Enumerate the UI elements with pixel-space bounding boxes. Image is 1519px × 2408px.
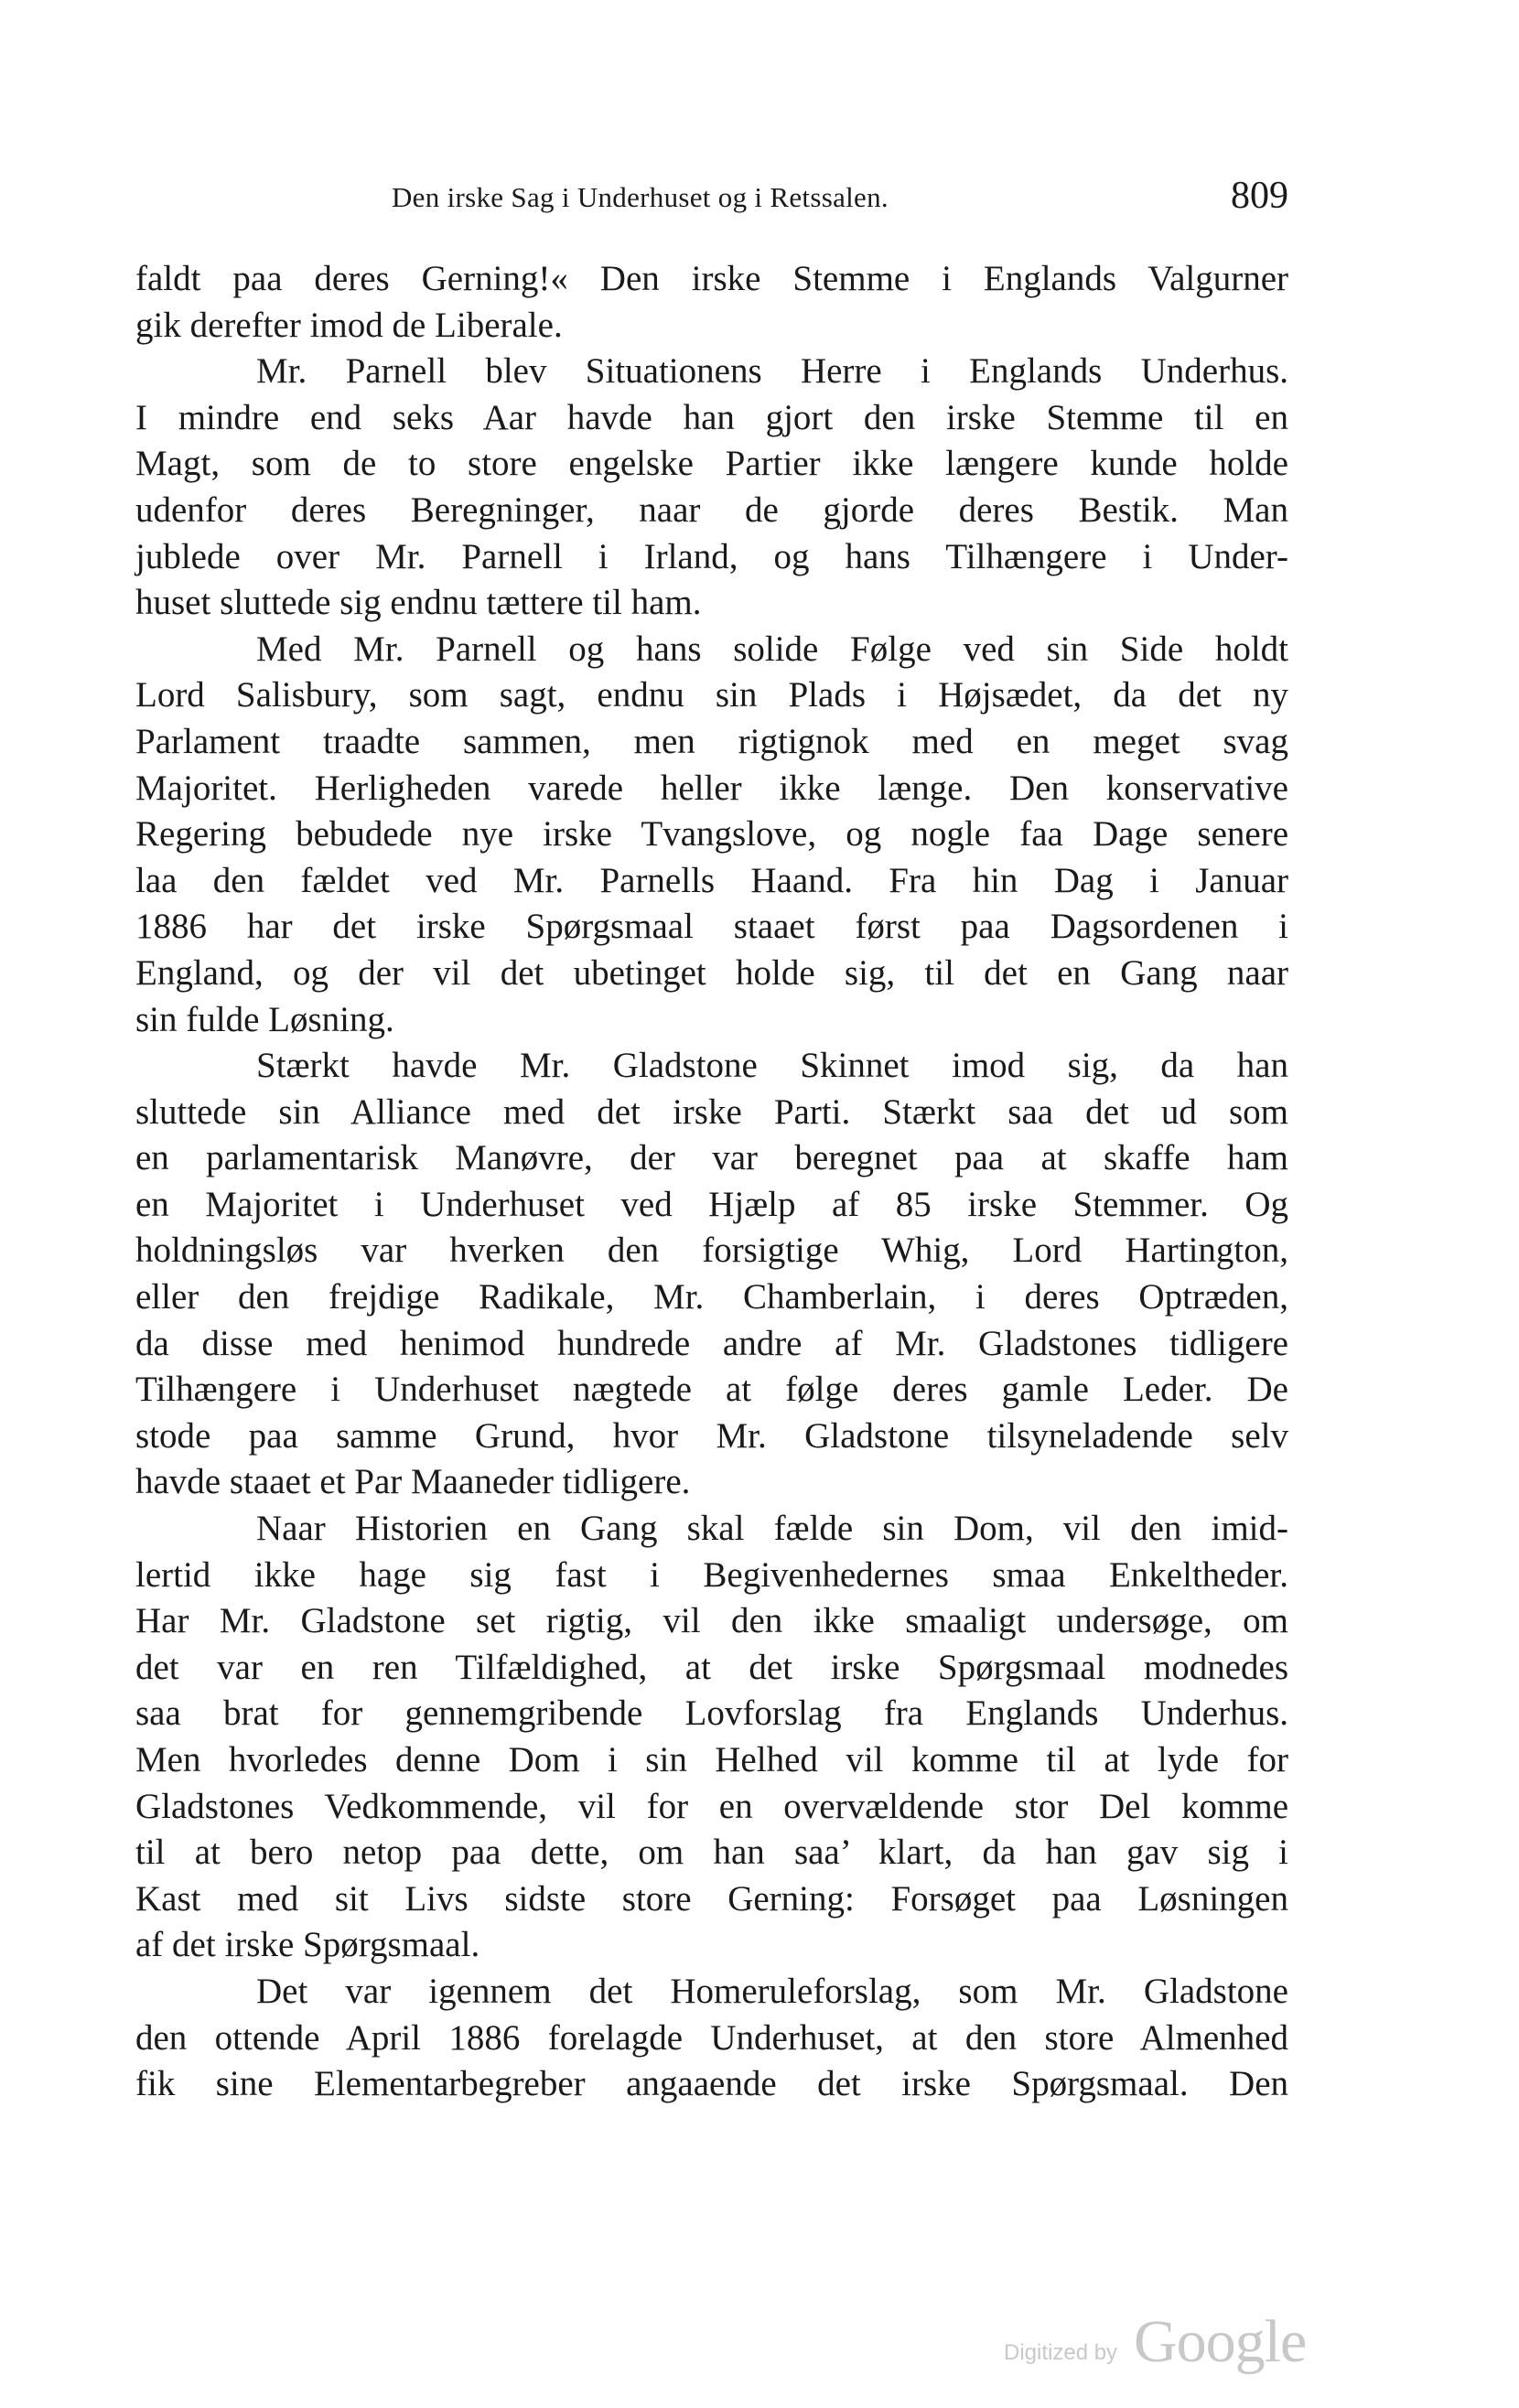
text-line: laa den fældet ved Mr. Parnells Haand. Fra hin Dag i Januar [135, 860, 1288, 900]
text-line: Kast med sit Livs sidste store Gerning: Forsøget paa Løsningen [135, 1878, 1288, 1919]
text-line: Men hvorledes denne Dom i sin Helhed vil komme til at lyde for [135, 1740, 1288, 1779]
text-line: Det var igennem det Homeruleforslag, som Mr. Gladstone [256, 1971, 1288, 2011]
text-line: Parlament traadte sammen, men rigtignok med en meget svag [135, 721, 1288, 761]
text-line: af det irske Spørgsmaal. [135, 1925, 480, 1965]
text-line: 1886 har det irske Spørgsmaal staaet først paa Dagsordenen i [135, 907, 1288, 947]
text-line: Naar Historien en Gang skal fælde sin Dom, vil den imid- [256, 1509, 1288, 1549]
text-line: Tilhængere i Underhuset nægtede at følge deres gamle Leder. De [135, 1370, 1288, 1410]
text-line: Har Mr. Gladstone set rigtig, vil den ikke smaaligt undersøge, om [135, 1601, 1288, 1641]
text-line: eller den frejdige Radikale, Mr. Chamberlain, i deres Optræden, [135, 1277, 1288, 1317]
page-header-title: Den irske Sag i Underhuset og i Retssalen. [392, 181, 889, 213]
text-line: den ottende April 1886 forelagde Underhuset, at den store Almenhed [135, 2017, 1288, 2058]
text-line: en parlamentarisk Manøvre, der var beregnet paa at skaffe ham [135, 1138, 1288, 1178]
page-number: 809 [1231, 175, 1288, 217]
watermark-brand: Google [1134, 2308, 1307, 2375]
digitized-by-google-watermark [1004, 2308, 1315, 2377]
text-line: Majoritet. Herligheden varede heller ikke længe. Den konservative [135, 768, 1288, 808]
text-line: en Majoritet i Underhuset ved Hjælp af 85 irske Stemmer. Og [135, 1184, 1288, 1224]
watermark-prefix: Digitized by [1004, 2340, 1118, 2365]
text-line: sluttede sin Alliance med det irske Parti. Stærkt saa det ud som [135, 1091, 1288, 1132]
text-line: holdningsløs var hverken den forsigtige Whig, Lord Hartington, [135, 1231, 1288, 1271]
text-line: Lord Salisbury, som sagt, endnu sin Plads i Højsædet, da det ny [135, 675, 1288, 715]
text-line: Regering bebudede nye irske Tvangslove, og nogle faa Dage senere [135, 814, 1288, 855]
text-line: det var en ren Tilfældighed, at det irske Spørgsmaal modnedes [135, 1647, 1288, 1687]
text-line: England, og der vil det ubetinget holde sig, til det en Gang naar [135, 952, 1288, 993]
text-line: huset sluttede sig endnu tættere til ham. [135, 583, 702, 623]
text-line: jublede over Mr. Parnell i Irland, og hans Tilhængere i Under- [135, 536, 1288, 576]
text-line: saa brat for gennemgribende Lovforslag fra Englands Underhus. [135, 1693, 1288, 1734]
text-line: gik derefter imod de Liberale. [135, 305, 563, 345]
text-line: fik sine Elementarbegreber angaaende det irske Spørgsmaal. Den [135, 2064, 1288, 2104]
text-line: Med Mr. Parnell og hans solide Følge ved sin Side holdt [256, 629, 1288, 669]
text-line: sin fulde Løsning. [135, 999, 394, 1039]
text-line: udenfor deres Beregninger, naar de gjorde deres Bestik. Man [135, 489, 1288, 530]
text-line: til at bero netop paa dette, om han saa’ klart, da han gav sig i [135, 1833, 1288, 1873]
text-line: lertid ikke hage sig fast i Begivenhedernes smaa Enkeltheder. [135, 1554, 1288, 1595]
text-line: I mindre end seks Aar havde han gjort den irske Stemme til en [135, 397, 1288, 437]
text-line: faldt paa deres Gerning!« Den irske Stemme i Englands Valgurner [135, 259, 1288, 298]
text-line: da disse med henimod hundrede andre af Mr. Gladstones tidligere [135, 1323, 1288, 1363]
text-line: stode paa samme Grund, hvor Mr. Gladstone tilsyneladende selv [135, 1415, 1288, 1456]
text-line: Magt, som de to store engelske Partier ikke længere kunde holde [135, 444, 1288, 484]
text-line: Gladstones Vedkommende, vil for en overvældende stor Del komme [135, 1786, 1288, 1826]
running-header [135, 174, 1288, 229]
text-line: Stærkt havde Mr. Gladstone Skinnet imod sig, da han [256, 1046, 1288, 1086]
text-line: Mr. Parnell blev Situationens Herre i Englands Underhus. [256, 351, 1288, 392]
text-line: havde staaet et Par Maaneder tidligere. [135, 1462, 691, 1502]
body-text [135, 256, 1288, 2108]
